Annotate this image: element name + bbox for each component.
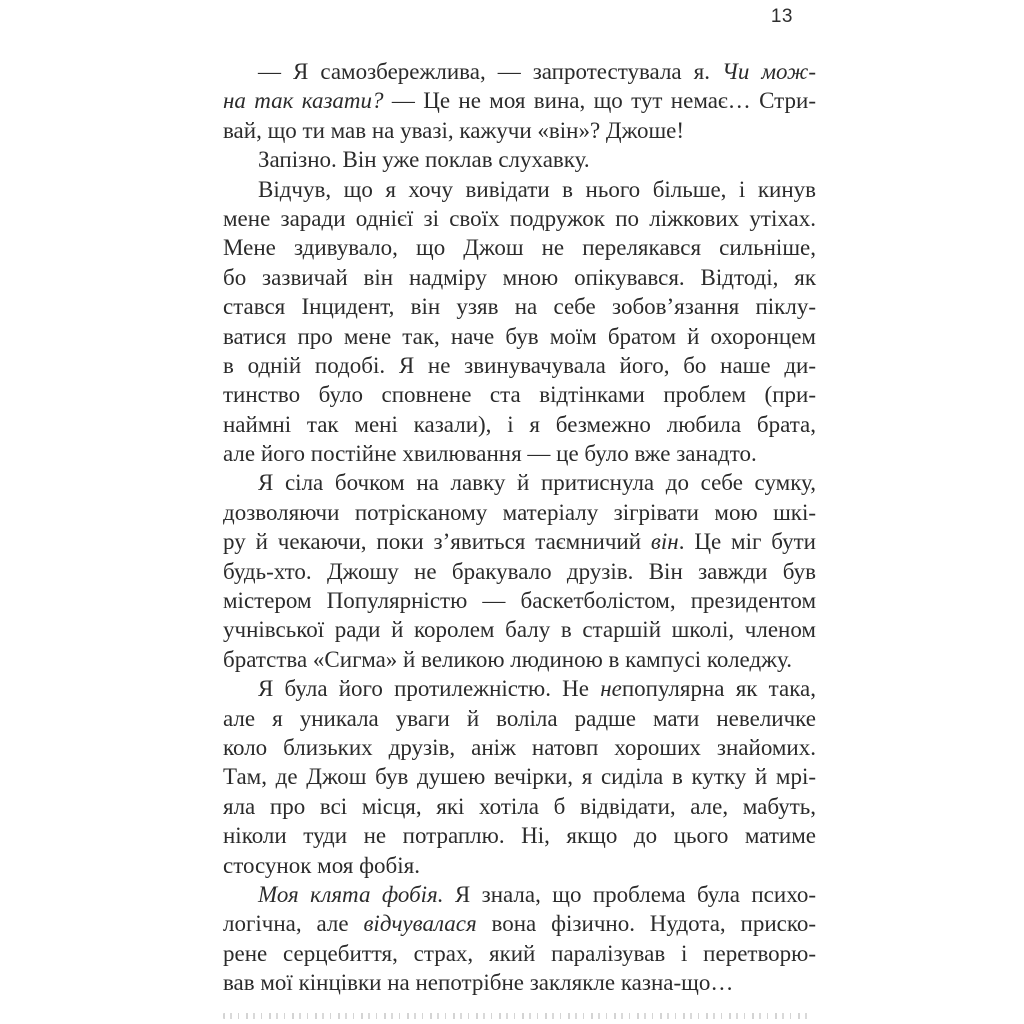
text-line	[223, 674, 816, 703]
text-line	[223, 762, 816, 791]
text-run: яла про всі місця, які хотіла б відвідати, але, мабуть,	[223, 793, 816, 819]
text-line	[223, 586, 816, 615]
text-line	[223, 704, 816, 733]
text-line	[223, 909, 816, 938]
text-line	[223, 145, 816, 174]
text-run: ніколи туди не потраплю. Ні, якщо до цього матиме	[223, 823, 816, 849]
paragraph	[223, 880, 816, 998]
paragraph	[223, 674, 816, 880]
text-line	[223, 939, 816, 968]
text-line	[223, 263, 816, 292]
text-run: вав мої кінцівки на непотрібне заклякле казна-що…	[223, 970, 734, 996]
text-run: будь-хто. Джошу не бракувало друзів. Він завжди був	[223, 558, 816, 584]
text-line	[223, 86, 816, 115]
page-number: 13	[770, 6, 793, 27]
text-run: Я знала, що проблема була психо-	[443, 881, 816, 907]
text-line	[223, 116, 816, 145]
paragraph	[223, 175, 816, 469]
paragraph	[223, 145, 816, 174]
text-line	[223, 204, 816, 233]
text-run: Я сіла бочком на лавку й притиснула до себе сумку,	[258, 470, 816, 496]
text-run: мене заради однієї зі своїх подружок по ліжкових утіхах.	[223, 205, 816, 231]
text-line	[223, 498, 816, 527]
text-run: вай, що ти мав на увазі, кажучи «він»? Джоше!	[223, 117, 685, 143]
text-run: братства «Сигма» й великою людиною в кампусі коледжу.	[223, 646, 793, 672]
text-line	[223, 527, 816, 556]
text-line	[223, 615, 816, 644]
text-run: . Це міг бути	[678, 529, 816, 555]
paragraph	[223, 468, 816, 674]
text-run: рене серцебиття, страх, який паралізував і перетворю-	[223, 940, 816, 966]
text-run: ру й чекаючи, поки з’явиться таємничий	[223, 529, 651, 555]
text-run: наймні так мені казали), і я безмежно любила брата,	[223, 411, 816, 437]
text-line	[223, 645, 816, 674]
text-block	[223, 57, 816, 998]
text-line	[223, 733, 816, 762]
text-line	[223, 792, 816, 821]
text-run: але я уникала уваги й воліла радше мати невеличке	[223, 705, 816, 731]
emphasized-text: Чи мож-	[721, 59, 816, 84]
text-line	[223, 439, 816, 468]
emphasized-text: він	[650, 529, 679, 555]
emphasized-text: на так казати?	[223, 88, 384, 114]
text-run: дозволяючи потрісканому матеріалу зігрівати мою шкі-	[223, 499, 816, 525]
text-run: стосунок моя фобія.	[223, 852, 420, 878]
text-run: Мене здивувало, що Джош не перелякався сильніше,	[223, 235, 816, 261]
text-line	[223, 468, 816, 497]
text-line	[223, 351, 816, 380]
emphasized-text: не	[600, 676, 622, 702]
emphasized-text: Моя клята фобія.	[258, 881, 444, 907]
text-run: ватися про мене так, наче був моїм братом й охоронцем	[223, 323, 816, 349]
text-run: Запізно. Він уже поклав слухавку.	[258, 147, 590, 173]
text-line	[223, 851, 816, 880]
text-line	[223, 57, 816, 86]
text-line	[223, 175, 816, 204]
text-run: Там, де Джош був душею вечірки, я сиділа в кутку й мрі-	[223, 764, 816, 790]
text-run: тинство було сповнене ста відтінками проблем (при-	[223, 382, 816, 408]
clipped-text-line	[223, 1013, 809, 1019]
text-run: містером Популярністю — баскетболістом, президентом	[223, 588, 816, 614]
text-run: вона фізично. Нудота, приско-	[476, 911, 816, 937]
text-run: бо зазвичай він надміру мною опікувався. Відтоді, як	[223, 264, 816, 290]
text-line	[223, 233, 816, 262]
text-line	[223, 380, 816, 409]
text-run: стався Інцидент, він узяв на себе зобов’язання піклу-	[223, 294, 816, 320]
emphasized-text: відчувалася	[363, 911, 477, 937]
text-run: — Це не моя вина, що тут немає… Стри-	[383, 88, 816, 114]
text-line	[223, 292, 816, 321]
text-run: популярна як така,	[621, 676, 816, 702]
text-line	[223, 322, 816, 351]
text-run: логічна, але	[223, 911, 364, 937]
text-line	[223, 968, 816, 997]
text-run: в одній подобі. Я не звинувачувала його, бо наше ди-	[223, 352, 816, 378]
text-line	[223, 880, 816, 909]
text-run: коло близьких друзів, аніж натовп хороших знайомих.	[223, 734, 816, 760]
text-run: учнівської ради й королем балу в старшій школі, членом	[223, 617, 816, 643]
text-line	[223, 410, 816, 439]
text-run: Я була його протилежністю. Не	[258, 676, 601, 702]
text-run: Відчув, що я хочу вивідати в нього більше, і кинув	[258, 176, 816, 202]
text-line	[223, 821, 816, 850]
text-run: — Я самозбережлива, — запротестувала я.	[258, 59, 722, 84]
text-line	[223, 557, 816, 586]
paragraph	[223, 57, 816, 145]
text-run: але його постійне хвилювання — це було вже занадто.	[223, 441, 757, 467]
